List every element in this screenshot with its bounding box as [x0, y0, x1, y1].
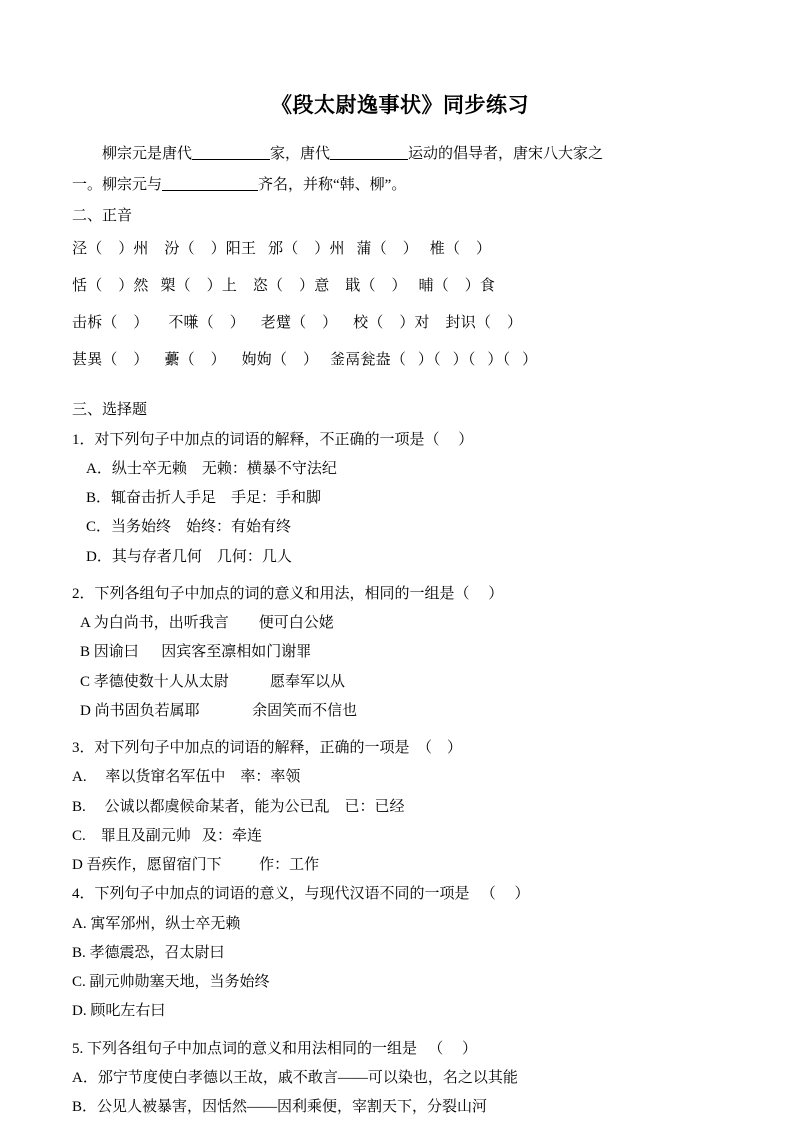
question-stem: 3．对下列句子中加点的词语的解释，正确的一项是 （ ） — [72, 740, 463, 756]
intro-text-5: 齐名，并称“韩、柳”。 — [258, 176, 407, 193]
question-option[interactable]: D 吾疾作，愿留宿门下 作：工作 — [72, 857, 320, 873]
spacer — [72, 726, 728, 734]
blank-field-3[interactable] — [162, 175, 258, 191]
intro-paragraph-line2 — [72, 171, 728, 200]
intro-text-3: 运动的倡导者，唐宋八大家之 — [408, 145, 604, 162]
question-option[interactable]: B. 孝德震恐，召太尉曰 — [72, 944, 225, 961]
spacer — [72, 378, 728, 394]
blank-field-2[interactable] — [330, 144, 408, 160]
question-option[interactable]: D. 顾叱左右曰 — [72, 1003, 166, 1020]
question-option[interactable]: B．辄奋击折人手足 手足：手和脚 — [86, 490, 322, 506]
question-option[interactable]: C. 副元帅勋塞天地，当务始终 — [72, 974, 270, 990]
question-option[interactable]: A．纵士卒无赖 无赖：横暴不守法纪 — [86, 460, 337, 477]
intro-text-2: 家，唐代 — [270, 145, 331, 162]
question-stem: 2．下列各组句子中加点的词的意义和用法，相同的一组是（ ） — [72, 585, 504, 602]
question-option[interactable]: A．邠宁节度使白孝德以王故，戚不敢言——可以染也，名之以其能 — [72, 1069, 518, 1086]
pinyin-row: 击柝（ ） 不嗛（ ） 老躄（ ） 校（ ）对 封识（ ） — [72, 314, 523, 331]
pinyin-row: 泾（ ）州 汾（ ）阳王 邠（ ）州 蒲（ ） 椎（ ） — [72, 241, 492, 258]
section-heading-zhengyin: 二、正音 — [72, 208, 133, 224]
question-option[interactable]: D 尚书固负若属耶 余固笑而不信也 — [80, 702, 358, 719]
question-option[interactable]: B. 公诚以都虞候命某者，能为公已乱 已：已经 — [72, 798, 405, 815]
question-option[interactable]: A. 寓军邠州，纵士卒无赖 — [72, 915, 241, 932]
pinyin-row: 甚異（ ） 虆（ ） 姁姁（ ） 釜鬲瓮盎（ ）（ ）（ ）（ ） — [72, 351, 538, 368]
question-option[interactable]: B 因谕曰 因宾客至凛相如门谢罪 — [80, 644, 312, 661]
intro-text-1: 柳宗元是唐代 — [102, 145, 193, 162]
question-option[interactable]: C．当务始终 始终：有始有终 — [86, 519, 292, 536]
question-option[interactable]: D．其与存者几何 几何：几人 — [86, 548, 292, 565]
question-option[interactable]: C. 罪且及副元帅 及：牵连 — [72, 827, 263, 844]
intro-paragraph-line1 — [72, 140, 728, 169]
blank-field-1[interactable] — [192, 144, 270, 160]
spacer — [72, 572, 728, 580]
question-option[interactable]: C 孝德使数十人从太尉 愿奉军以从 — [80, 673, 346, 690]
page-title: 《段太尉逸事状》同步练习 — [271, 93, 529, 117]
pinyin-row: 恬（ ）然 槊（ ）上 恣（ ）意 戢（ ） 晡（ ）食 — [72, 278, 496, 294]
question-stem: 4．下列句子中加点的词语的意义，与现代汉语不同的一项是 （ ） — [72, 886, 530, 903]
spacer — [72, 1027, 728, 1035]
section-heading-xuanzeti: 三、选择题 — [72, 402, 148, 419]
intro-text-4: 一。柳宗元与 — [72, 176, 163, 193]
question-stem: 5. 下列各组句子中加点词的意义和用法相同的一组是 （ ） — [72, 1040, 478, 1057]
question-option[interactable]: A 为白尚书，出听我言 便可白公姥 — [80, 615, 334, 631]
question-option[interactable]: A. 率以货窜名军伍中 率：率领 — [72, 769, 301, 786]
question-stem: 1．对下列句子中加点的词语的解释，不正确的一项是（ ） — [72, 431, 474, 448]
question-option[interactable]: B．公见人被暴害，因恬然——因利乘便，宰割天下，分裂山河 — [72, 1099, 488, 1115]
